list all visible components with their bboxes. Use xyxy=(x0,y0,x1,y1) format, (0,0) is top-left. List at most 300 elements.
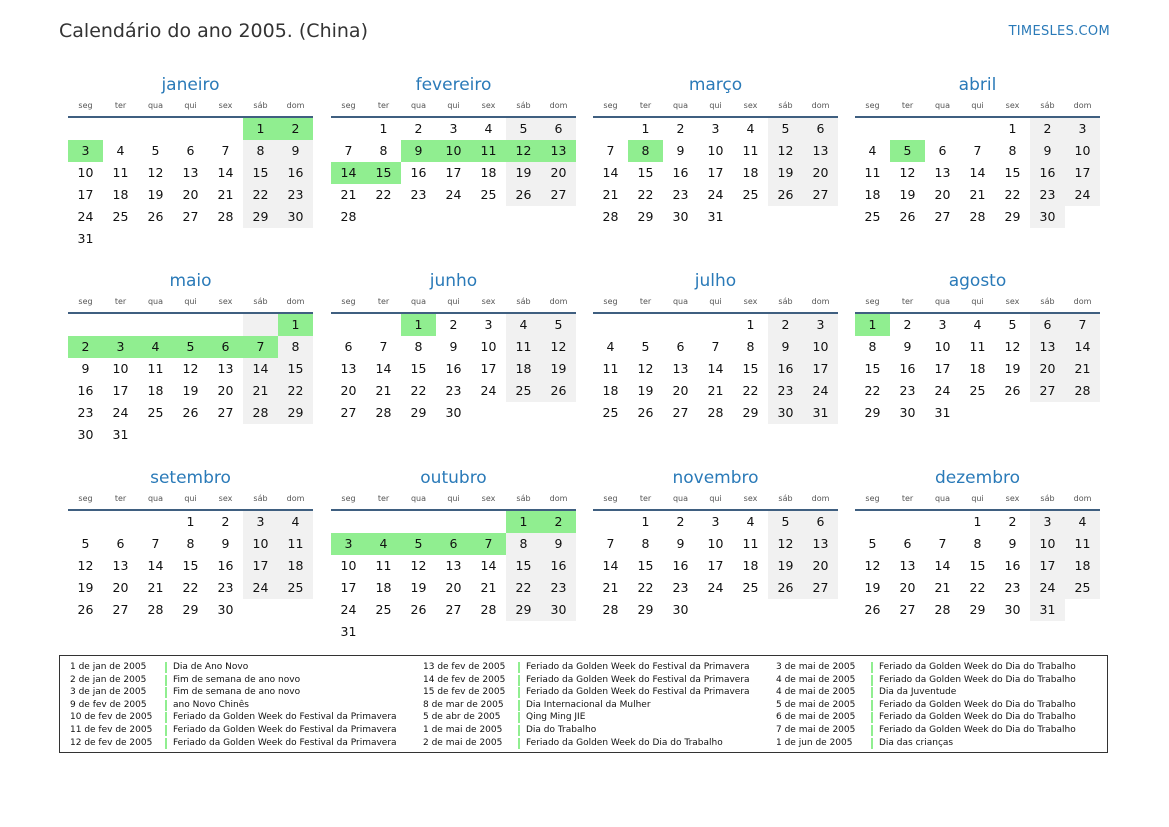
day-cell: 20 xyxy=(672,383,689,398)
day-cell: 8 xyxy=(243,140,278,162)
day-cell: 27 xyxy=(1030,380,1065,402)
day-grid xyxy=(331,118,576,228)
day-cell: 3 xyxy=(711,514,720,529)
day-cell: 23 xyxy=(77,405,94,420)
day-cell: 20 xyxy=(803,555,838,577)
legend-date: 3 de jan de 2005 xyxy=(70,687,147,698)
day-cell: 28 xyxy=(602,602,619,617)
weekday-label: qua xyxy=(934,297,951,306)
day-cell: 11 xyxy=(742,536,759,551)
weekday-header xyxy=(855,294,1100,310)
day-cell: 13 xyxy=(445,558,462,573)
weekday-header xyxy=(855,491,1100,507)
day-cell: 25 xyxy=(112,209,129,224)
day-cell: 24 xyxy=(707,580,724,595)
weekday-label: dom xyxy=(811,101,830,110)
holiday-day-cell: 5 xyxy=(401,533,436,555)
month-setembro xyxy=(68,465,313,621)
day-cell: 30 xyxy=(278,206,313,228)
day-cell: 29 xyxy=(278,402,313,424)
day-cell: 27 xyxy=(541,184,576,206)
weekday-label: qui xyxy=(971,297,984,306)
legend-marker xyxy=(165,687,167,698)
day-cell: 30 xyxy=(1030,206,1065,228)
weekday-label: ter xyxy=(901,494,914,503)
day-cell: 31 xyxy=(340,624,357,639)
day-cell: 21 xyxy=(969,187,986,202)
empty-cell xyxy=(138,511,173,533)
day-cell: 9 xyxy=(676,536,685,551)
day-cell: 5 xyxy=(506,118,541,140)
legend-date: 7 de mai de 2005 xyxy=(776,724,856,735)
day-cell: 29 xyxy=(742,405,759,420)
day-cell: 20 xyxy=(803,162,838,184)
empty-cell xyxy=(890,511,925,533)
empty-cell xyxy=(593,118,628,140)
day-cell: 1 xyxy=(379,121,388,136)
weekday-label: ter xyxy=(639,297,652,306)
legend-item xyxy=(776,724,1116,737)
weekday-header xyxy=(68,294,313,310)
day-cell: 20 xyxy=(217,383,234,398)
holiday-day-cell: 2 xyxy=(541,511,576,533)
day-cell: 11 xyxy=(1065,533,1100,555)
day-cell: 19 xyxy=(541,358,576,380)
legend-holiday-name: Fim de semana de ano novo xyxy=(173,674,301,685)
legend-date: 4 de mai de 2005 xyxy=(776,687,856,698)
day-cell: 24 xyxy=(1065,184,1100,206)
holiday-day-cell: 13 xyxy=(541,140,576,162)
day-cell: 4 xyxy=(868,143,877,158)
day-cell: 25 xyxy=(742,187,759,202)
day-cell: 27 xyxy=(112,602,129,617)
empty-cell xyxy=(138,314,173,336)
day-cell: 11 xyxy=(147,361,164,376)
day-cell: 10 xyxy=(77,165,94,180)
day-cell: 14 xyxy=(217,165,234,180)
month-name: setembro xyxy=(150,468,231,488)
day-cell: 18 xyxy=(480,165,497,180)
day-cell: 12 xyxy=(768,140,803,162)
day-cell: 21 xyxy=(602,187,619,202)
legend-marker xyxy=(518,712,520,723)
holiday-day-cell: 1 xyxy=(401,314,436,336)
day-cell: 12 xyxy=(182,361,199,376)
day-cell: 22 xyxy=(410,383,427,398)
holiday-day-cell: 9 xyxy=(401,140,436,162)
day-cell: 2 xyxy=(768,314,803,336)
day-cell: 23 xyxy=(278,184,313,206)
empty-cell xyxy=(663,314,698,336)
legend-holiday-name: Feriado da Golden Week do Festival da Primavera xyxy=(173,712,397,723)
month-julho xyxy=(593,268,838,424)
day-cell: 26 xyxy=(637,405,654,420)
day-cell: 6 xyxy=(676,339,685,354)
day-cell: 17 xyxy=(707,165,724,180)
day-cell: 20 xyxy=(934,187,951,202)
day-cell: 12 xyxy=(864,558,881,573)
month-name: julho xyxy=(694,271,737,291)
legend-item xyxy=(423,674,763,687)
month-name: janeiro xyxy=(161,75,220,95)
day-cell: 16 xyxy=(278,162,313,184)
empty-cell xyxy=(138,118,173,140)
weekday-label: sex xyxy=(743,494,758,503)
weekday-label: qui xyxy=(709,297,722,306)
legend-item xyxy=(70,674,410,687)
day-cell: 30 xyxy=(672,209,689,224)
day-cell: 18 xyxy=(147,383,164,398)
day-cell: 19 xyxy=(506,162,541,184)
month-name: novembro xyxy=(672,468,759,488)
day-cell: 1 xyxy=(1008,121,1017,136)
day-cell: 22 xyxy=(1004,187,1021,202)
day-cell: 27 xyxy=(217,405,234,420)
holiday-day-cell: 6 xyxy=(208,336,243,358)
weekday-label: sáb xyxy=(253,101,268,110)
day-cell: 6 xyxy=(903,536,912,551)
legend-marker xyxy=(871,662,873,673)
day-cell: 19 xyxy=(147,187,164,202)
legend-date: 12 de fev de 2005 xyxy=(70,737,153,748)
day-cell: 20 xyxy=(182,187,199,202)
day-cell: 23 xyxy=(899,383,916,398)
day-cell: 15 xyxy=(864,361,881,376)
empty-cell xyxy=(855,511,890,533)
day-cell: 19 xyxy=(182,383,199,398)
weekday-label: sex xyxy=(1005,297,1020,306)
day-grid xyxy=(855,314,1100,424)
day-cell: 14 xyxy=(969,165,986,180)
weekday-label: ter xyxy=(639,101,652,110)
day-cell: 22 xyxy=(182,580,199,595)
month-janeiro xyxy=(68,72,313,250)
day-cell: 18 xyxy=(278,555,313,577)
day-cell: 17 xyxy=(803,358,838,380)
day-cell: 22 xyxy=(742,383,759,398)
day-cell: 10 xyxy=(340,558,357,573)
day-cell: 7 xyxy=(606,143,615,158)
day-cell: 15 xyxy=(637,165,654,180)
day-cell: 25 xyxy=(506,380,541,402)
weekday-label: dom xyxy=(1073,494,1092,503)
legend-date: 2 de jan de 2005 xyxy=(70,674,147,685)
empty-cell xyxy=(173,118,208,140)
legend-date: 13 de fev de 2005 xyxy=(423,662,506,672)
weekday-label: ter xyxy=(377,494,390,503)
day-cell: 9 xyxy=(676,143,685,158)
legend-column xyxy=(70,661,410,749)
day-cell: 9 xyxy=(541,533,576,555)
day-cell: 30 xyxy=(541,599,576,621)
empty-cell xyxy=(173,314,208,336)
legend-holiday-name: Feriado da Golden Week do Dia do Trabalho xyxy=(879,662,1076,672)
weekday-label: qui xyxy=(971,494,984,503)
legend-holiday-name: Dia das crianças xyxy=(879,737,954,748)
legend-date: 4 de mai de 2005 xyxy=(776,674,856,685)
legend-date: 11 de fev de 2005 xyxy=(70,724,153,735)
weekday-label: seg xyxy=(78,297,93,306)
day-cell: 8 xyxy=(868,339,877,354)
legend-date: 10 de fev de 2005 xyxy=(70,712,153,723)
legend-item xyxy=(70,686,410,699)
legend-marker xyxy=(871,700,873,711)
weekday-label: ter xyxy=(114,494,127,503)
legend-marker xyxy=(871,738,873,749)
day-cell: 16 xyxy=(410,165,427,180)
day-cell: 3 xyxy=(243,511,278,533)
day-cell: 3 xyxy=(711,121,720,136)
day-cell: 17 xyxy=(77,187,94,202)
day-cell: 5 xyxy=(641,339,650,354)
month-novembro xyxy=(593,465,838,621)
day-cell: 1 xyxy=(641,514,650,529)
empty-cell xyxy=(366,314,401,336)
legend-item xyxy=(70,737,410,750)
site-link[interactable]: TIMESLES.COM xyxy=(1008,24,1110,39)
day-cell: 17 xyxy=(1065,162,1100,184)
day-cell: 24 xyxy=(77,209,94,224)
day-cell: 8 xyxy=(278,336,313,358)
day-cell: 13 xyxy=(340,361,357,376)
day-cell: 28 xyxy=(602,209,619,224)
day-cell: 30 xyxy=(217,602,234,617)
day-grid xyxy=(593,118,838,228)
day-cell: 11 xyxy=(969,339,986,354)
legend-date: 2 de mai de 2005 xyxy=(423,737,503,748)
day-cell: 27 xyxy=(803,184,838,206)
legend-holiday-name: Feriado da Golden Week do Dia do Trabalho xyxy=(879,699,1076,710)
day-cell: 7 xyxy=(711,339,720,354)
legend-marker xyxy=(165,675,167,686)
day-cell: 28 xyxy=(1065,380,1100,402)
legend-holiday-name: Feriado da Golden Week do Dia do Trabalho xyxy=(879,724,1076,735)
day-cell: 24 xyxy=(340,602,357,617)
legend-holiday-name: Feriado da Golden Week do Festival da Primavera xyxy=(526,687,750,698)
holiday-legend xyxy=(59,655,1108,753)
day-cell: 23 xyxy=(410,187,427,202)
weekday-label: qua xyxy=(672,101,689,110)
legend-date: 1 de mai de 2005 xyxy=(423,724,503,735)
day-cell: 30 xyxy=(672,602,689,617)
day-cell: 21 xyxy=(602,580,619,595)
legend-date: 15 de fev de 2005 xyxy=(423,687,506,698)
month-name: dezembro xyxy=(935,468,1020,488)
day-cell: 22 xyxy=(506,577,541,599)
weekday-label: seg xyxy=(865,297,880,306)
day-cell: 4 xyxy=(606,339,615,354)
day-cell: 1 xyxy=(973,514,982,529)
weekday-header xyxy=(68,98,313,114)
legend-date: 6 de mai de 2005 xyxy=(776,712,856,723)
legend-marker xyxy=(871,712,873,723)
weekday-header xyxy=(593,294,838,310)
legend-marker xyxy=(518,700,520,711)
legend-holiday-name: Feriado da Golden Week do Festival da Primavera xyxy=(173,737,397,748)
day-cell: 14 xyxy=(934,558,951,573)
day-cell: 21 xyxy=(707,383,724,398)
legend-marker xyxy=(165,700,167,711)
day-cell: 9 xyxy=(449,339,458,354)
day-cell: 23 xyxy=(445,383,462,398)
day-cell: 24 xyxy=(445,187,462,202)
day-cell: 9 xyxy=(903,339,912,354)
day-cell: 26 xyxy=(182,405,199,420)
legend-marker xyxy=(518,725,520,736)
day-cell: 16 xyxy=(77,383,94,398)
month-name: junho xyxy=(429,271,478,291)
day-cell: 2 xyxy=(1008,514,1017,529)
day-cell: 15 xyxy=(969,558,986,573)
day-cell: 18 xyxy=(602,383,619,398)
day-cell: 28 xyxy=(217,209,234,224)
weekday-label: seg xyxy=(78,494,93,503)
day-cell: 27 xyxy=(934,209,951,224)
weekday-label: sáb xyxy=(1040,297,1055,306)
day-cell: 1 xyxy=(746,317,755,332)
holiday-day-cell: 1 xyxy=(243,118,278,140)
day-cell: 20 xyxy=(340,383,357,398)
day-cell: 15 xyxy=(410,361,427,376)
empty-cell xyxy=(890,118,925,140)
day-cell: 20 xyxy=(1030,358,1065,380)
day-cell: 9 xyxy=(221,536,230,551)
weekday-label: sáb xyxy=(1040,494,1055,503)
weekday-label: dom xyxy=(286,297,305,306)
day-cell: 30 xyxy=(77,427,94,442)
empty-cell xyxy=(628,314,663,336)
holiday-day-cell: 15 xyxy=(366,162,401,184)
weekday-label: qua xyxy=(672,494,689,503)
day-cell: 8 xyxy=(506,533,541,555)
weekday-label: dom xyxy=(286,494,305,503)
day-cell: 8 xyxy=(1008,143,1017,158)
day-cell: 22 xyxy=(637,580,654,595)
day-cell: 2 xyxy=(1030,118,1065,140)
day-cell: 14 xyxy=(480,558,497,573)
day-cell: 19 xyxy=(899,187,916,202)
day-cell: 19 xyxy=(768,555,803,577)
day-cell: 12 xyxy=(77,558,94,573)
weekday-label: ter xyxy=(901,101,914,110)
day-cell: 14 xyxy=(1065,336,1100,358)
day-cell: 1 xyxy=(186,514,195,529)
day-cell: 5 xyxy=(768,511,803,533)
weekday-label: seg xyxy=(603,494,618,503)
day-cell: 20 xyxy=(541,162,576,184)
weekday-label: sex xyxy=(743,297,758,306)
day-cell: 29 xyxy=(410,405,427,420)
day-cell: 17 xyxy=(340,580,357,595)
legend-holiday-name: Dia do Trabalho xyxy=(526,724,597,735)
day-cell: 10 xyxy=(803,336,838,358)
day-cell: 29 xyxy=(243,206,278,228)
day-cell: 16 xyxy=(445,361,462,376)
day-cell: 3 xyxy=(449,121,458,136)
holiday-day-cell: 3 xyxy=(68,140,103,162)
day-grid xyxy=(593,511,838,621)
legend-marker xyxy=(871,687,873,698)
legend-date: 1 de jan de 2005 xyxy=(70,662,147,672)
day-cell: 26 xyxy=(768,577,803,599)
holiday-day-cell: 8 xyxy=(628,140,663,162)
empty-cell xyxy=(593,314,628,336)
day-cell: 3 xyxy=(803,314,838,336)
day-cell: 28 xyxy=(375,405,392,420)
weekday-label: seg xyxy=(865,494,880,503)
day-cell: 12 xyxy=(541,336,576,358)
empty-cell xyxy=(103,118,138,140)
legend-marker xyxy=(518,687,520,698)
day-cell: 22 xyxy=(969,580,986,595)
month-junho xyxy=(331,268,576,424)
day-cell: 6 xyxy=(344,339,353,354)
month-outubro xyxy=(331,465,576,643)
holiday-day-cell: 4 xyxy=(138,336,173,358)
empty-cell xyxy=(331,314,366,336)
day-cell: 27 xyxy=(803,577,838,599)
day-cell: 13 xyxy=(803,533,838,555)
day-cell: 22 xyxy=(864,383,881,398)
day-cell: 6 xyxy=(938,143,947,158)
legend-date: 3 de mai de 2005 xyxy=(776,662,856,672)
day-grid xyxy=(855,118,1100,228)
day-cell: 10 xyxy=(243,533,278,555)
day-cell: 26 xyxy=(864,602,881,617)
weekday-label: sex xyxy=(218,297,233,306)
weekday-label: sáb xyxy=(778,297,793,306)
day-cell: 17 xyxy=(112,383,129,398)
day-grid xyxy=(593,314,838,424)
day-cell: 14 xyxy=(243,358,278,380)
day-cell: 18 xyxy=(969,361,986,376)
day-cell: 16 xyxy=(541,555,576,577)
day-cell: 6 xyxy=(186,143,195,158)
day-cell: 31 xyxy=(934,405,951,420)
day-cell: 10 xyxy=(707,536,724,551)
day-cell: 11 xyxy=(278,533,313,555)
legend-holiday-name: Feriado da Golden Week do Dia do Trabalho xyxy=(526,737,723,748)
legend-holiday-name: Feriado da Golden Week do Festival da Primavera xyxy=(526,674,750,685)
day-cell: 24 xyxy=(480,383,497,398)
day-cell: 10 xyxy=(1065,140,1100,162)
day-cell: 24 xyxy=(707,187,724,202)
month-name: fevereiro xyxy=(415,75,492,95)
legend-holiday-name: ano Novo Chinês xyxy=(173,699,249,710)
legend-item xyxy=(776,674,1116,687)
month-name: abril xyxy=(958,75,997,95)
day-cell: 25 xyxy=(864,209,881,224)
month-março xyxy=(593,72,838,228)
day-cell: 17 xyxy=(243,555,278,577)
day-cell: 27 xyxy=(899,602,916,617)
legend-holiday-name: Feriado da Golden Week do Dia do Trabalho xyxy=(879,674,1076,685)
weekday-label: ter xyxy=(639,494,652,503)
day-cell: 25 xyxy=(969,383,986,398)
empty-cell xyxy=(925,118,960,140)
day-cell: 7 xyxy=(379,339,388,354)
day-cell: 15 xyxy=(637,558,654,573)
weekday-label: ter xyxy=(114,297,127,306)
weekday-header xyxy=(331,491,576,507)
month-name: maio xyxy=(169,271,212,291)
holiday-day-cell: 10 xyxy=(436,140,471,162)
weekday-label: sex xyxy=(1005,494,1020,503)
legend-holiday-name: Feriado da Golden Week do Festival da Primavera xyxy=(526,662,750,672)
empty-cell xyxy=(68,511,103,533)
day-cell: 24 xyxy=(803,380,838,402)
legend-holiday-name: Dia de Ano Novo xyxy=(173,662,249,672)
